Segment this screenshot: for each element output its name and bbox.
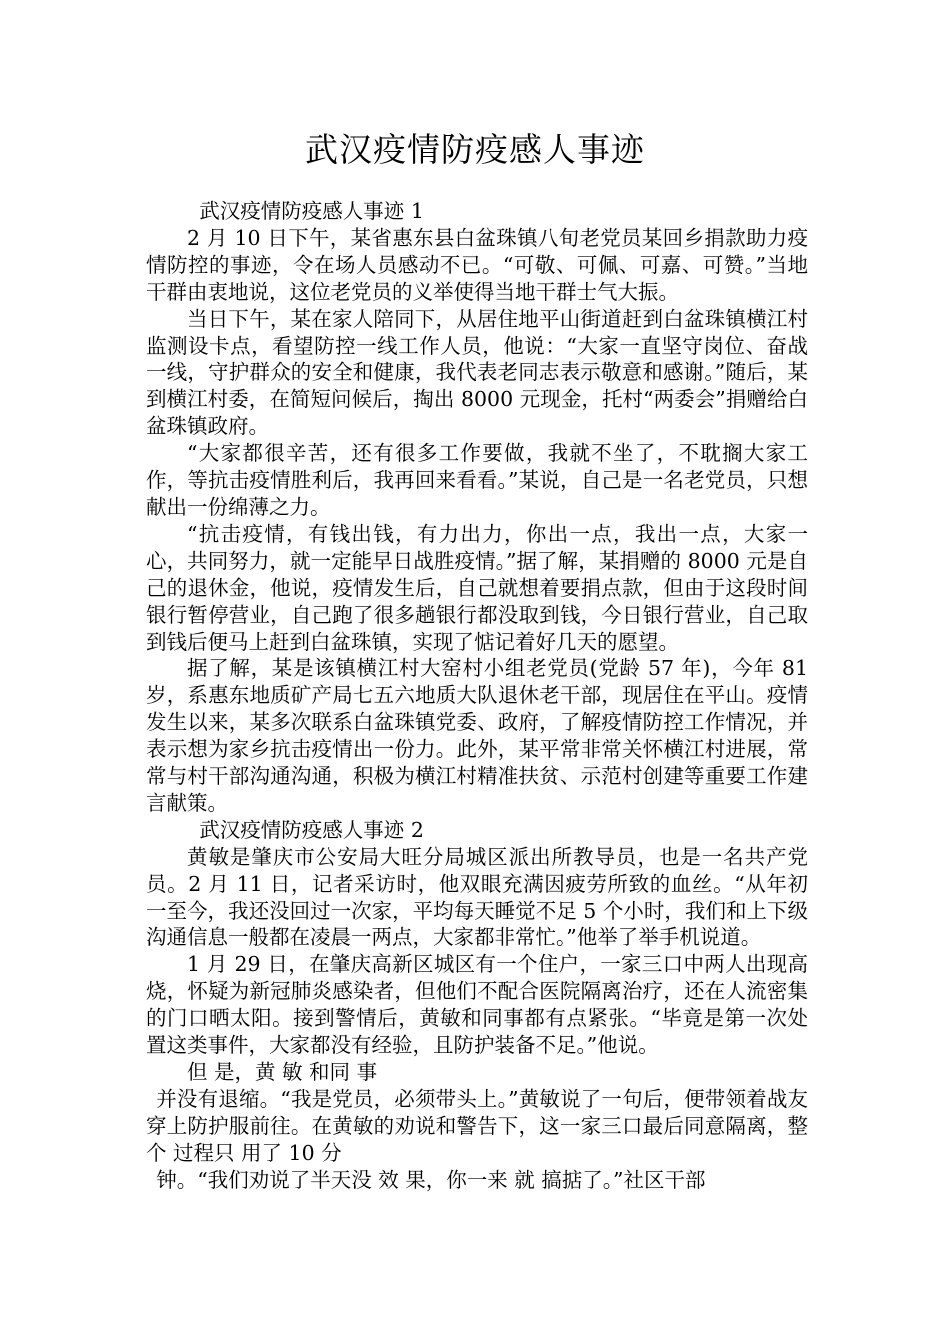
paragraph: 当日下午，某在家人陪同下，从居住地平山街道赶到白盆珠镇横江村监测设卡点，看望防控一线工作人员，他说：“大家一直坚守岗位、奋战一线，守护群众的安全和健康，我代表老同志表示敬意和感谢。”随后，某到横江村委，在简短问候后，掏出 8000 元现金，托村“两委会”捐赠给白盆珠镇政府。 [146,306,808,439]
section-heading-2: 武汉疫情防疫感人事迹 2 [199,817,424,842]
paragraph: 黄敏是肇庆市公安局大旺分局城区派出所教导员，也是一名共产党员。2 月 11 日，记者采访时，他双眼充满因疲劳所致的血丝。“从年初一至今，我还没回过一次家，平均每天睡觉不足 5 个小时，我们和上下级沟通信息一般都在凌晨一两点，大家都非常忙。”他举了举手机说道。 [146,844,808,950]
section-heading-1: 武汉疫情防疫感人事迹 1 [199,199,424,223]
document-body [146,198,808,1194]
paragraph: 据了解，某是该镇横江村大窑村小组老党员(党龄 57 年)，今年 81 岁，系惠东地质矿产局七五六地质大队退休老干部，现居住在平山。疫情发生以来，某多次联系白盆珠镇党委、政府，了解疫情防控工作情况，并表示想为家乡抗击疫情出一份力。此外，某平常非常关怀横江村进展，常常与村干部沟通沟通，积极为横江村精准扶贫、示范村创建等重要工作建言献策。 [146,656,808,815]
paragraph: 并没有退缩。“我是党员，必须带头上。”黄敏说了一句后，便带领着战友穿上防护服前往。在黄敏的劝说和警告下，这一家三口最后同意隔离，整 个 过程只 用了 10 分 [146,1086,808,1165]
paragraph: 钟。“我们劝说了半天没 效 果，你一来 就 搞掂了。”社区干部 [156,1167,706,1192]
paragraph: 1 月 29 日，在肇庆高新区城区有一个住户，一家三口中两人出现高烧，怀疑为新冠肺炎感染者，但他们不配合医院隔离治疗，还在人流密集的门口晒太阳。接到警情后，黄敏和同事都有点紧张。“毕竟是第一次处置这类事件，大家都没有经验，且防护装备不足。”他说。 [146,952,808,1058]
paragraph: “大家都很辛苦，还有很多工作要做，我就不坐了，不耽搁大家工作，等抗击疫情胜利后，我再回来看看。”某说，自己是一名老党员，只想献出一份绵薄之力。 [146,441,808,519]
paragraph: “抗击疫情，有钱出钱，有力出力，你出一点，我出一点，大家一心，共同努力，就一定能早日战胜疫情。”据了解，某捐赠的 8000 元是自己的退休金，他说，疫情发生后，自己就想着要捐点款，但由于这段时间银行暂停营业，自己跑了很多趟银行都没取到钱，今日银行营业，自己取到钱后便马上赶到白盆珠镇，实现了惦记着好几天的愿望。 [146,521,808,654]
paragraph: 2 月 10 日下午，某省惠东县白盆珠镇八旬老党员某回乡捐款助力疫情防控的事迹，令在场人员感动不已。“可敬、可佩、可嘉、可赞。”当地干群由衷地说，这位老党员的义举使得当地干群士气大振。 [146,225,808,304]
paragraph: 但 是，黄 敏 和同 事 [187,1060,378,1084]
document-title: 武汉疫情防疫感人事迹 [305,130,645,169]
